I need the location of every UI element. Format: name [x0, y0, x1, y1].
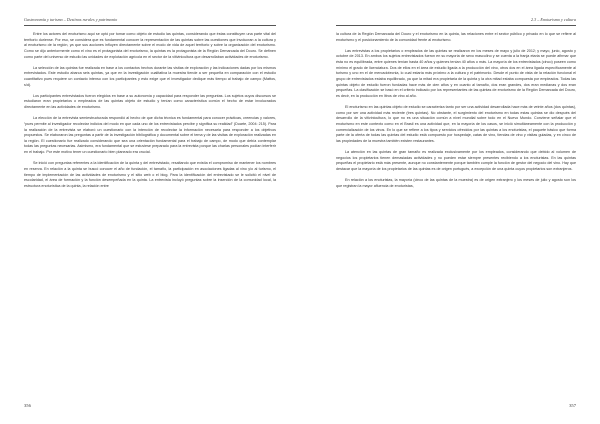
header-rule-left	[24, 25, 276, 26]
paragraph: Entre los actores del enoturismo aquí se optó por tomar como objeto de estudio las quintas, considerando que éstas constituyen una parte vital del territorio duriense. Por eso, se considera que es fundamental conocer la representación de las quintas sobre las cuestiones que involucran a la cultura y al enoturismo de la región, ya que sus acciones influyen directamente sobre el modo de vida de aquel territorio y sobre la organización del enoturismo. Como se dijo anteriormente como el vino es el protagonista del enoturismo, la quintas es la protagonista de la Región Demarcada del Douro. Se definen como parte del universo de estudio las unidades de explotación agrícola en el sector de la vitivinicultura que desarrollaban actividades de enoturismo.	[24, 32, 276, 59]
paragraph: El enoturismo en las quintas objeto de estudio se caracteriza tanto por ser una actividad desarrollada hace más de veinte años (dos quintas), como por ser una actividad más reciente (tres quintas). No obstante, el surgimiento del enoturismo en todas estas quintas se dio después del desarrollo de la vitivinicultura, lo que no es una situación común a nivel mundial sobre todo en el Nuevo Mundo. Conviene señalar que el enoturismo en este contexto como en el Brasil es una actividad que, en la mayoría de los casos, se inició simultáneamente con la producción y comercialización de los vinos. En lo que se refiere a los tipos y servicios ofrecidos por las quintas a los enoturistas, el paquete básico que forma parte de la oferta de todas las quintas del estudio está compuesto por hospedaje, catas de vino, tiendas de vino y visitas guiadas, y en cinco de las propiedades de la muestra también existen restaurantes.	[336, 105, 576, 143]
running-head-left: Gastronomía y turismo – Destinos rurales y patrimonio	[24, 17, 118, 22]
left-page-body	[24, 32, 276, 404]
paragraph: La atención en las quintas de gran tamaño es realizada exclusivamente por los empleados, considerando que debido al volumen de negocios los propietarios tienen demasiadas actividades y no pueden estar siempre presentes recibiendo a los enoturistas. En las quintas pequeñas el propietario está más presente, aunque no constantemente porque también cumple la función de gestor del negocio del vino. Hay que destacar que la mayoría de los propietarios de las quintas es de origen portugués, a excepción de una quinta cuyos propietarios son extranjeros.	[336, 150, 576, 171]
page-number-left: 356	[24, 403, 31, 408]
paragraph: la cultura de la Región Demarcada del Douro y el enoturismo en la quinta, las relaciones entre el sector público y privado en lo que se refiere al enoturismo y el posicionamiento de la comunidad frente al enoturismo.	[336, 32, 576, 42]
page-number-right: 357	[569, 403, 576, 408]
paragraph: La selección de las quintas fue realizada en base a los contactos hechos durante las visitas de exploración y las indicaciones dadas por los mismos entrevistados. Este estudio abarca seis quintas, ya que en la investigación cualitativa la muestra tiende a ser pequeña en comparación con el estudio cuantitativo pues requiere un contacto intenso con los participantes y esto exige que el investigador dedique más tiempo al trabajo de campo (Mattos, s/d).	[24, 65, 276, 87]
paragraph: En relación a los enoturistas, la mayoría (cinco de las quintas de la muestra) es de origen extranjero y los meses de julio y agosto son los que registran la mayor afluencia de enoturistas,	[336, 178, 576, 188]
right-page	[300, 0, 600, 424]
paragraph: Se inició con preguntas referentes a la identificación de la quinta y del entrevistado, resaltando que existía el compromiso de mantener los nombres en reserva. En relación a la quinta se buscó conocer el año de fundación, el tamaño, la participación en asociaciones ligadas al vino y/o al turismo, el tiempo de implementación de las actividades de enoturismo y el sitio web o el blog. Para la identificación del entrevistado se le solicitó el nivel de escolaridad, el área de formación y la función desempeñada en la quinta. La entrevista incluyó preguntas sobre la inserción de la comunidad local, la estructura enoturística de la quinta, la relación entre	[24, 161, 276, 188]
paragraph: La elección de la entrevista semiestructurada respondió al hecho de que dicha técnica es fundamental para conocer prácticas, creencias y valores, “pues permite al investigador recolectar indicios del modo en que cada uno de los entrevistados percibe y significa su realidad” (Duarte, 2004: 215). Para la realización de la entrevista se elaboró un cuestionario con la intención de recolectar la información necesaria para responder a los objetivos propuestos. Se elaboraron las preguntas a partir de la investigación bibliográfica y documental sobre el tema y de las visitas de exploración realizadas en la región. El cuestionario fue realizado considerando que sea una orientación fundamental para el trabajo de campo, de modo que debía contemplar todas las preguntas necesarias. Asimismo, era fundamental que se estuviese preparado para la entrevista porque las charlas personales podían interferir en el trabajo. Por este motivo tener un cuestionario bien planeado era crucial.	[24, 116, 276, 155]
paragraph: Los participantes entrevistados fueron elegidos en base a su autonomía y capacidad para responder las preguntas. Los sujetos cuyos discursos se estudiaron eran propietarios o empleados de las quintas objeto de estudio y tenían como característica común el hecho de estar involucrados directamente en las actividades de enoturismo.	[24, 93, 276, 110]
running-head-right: 2.3 – Enoturismo y cultura	[530, 17, 576, 22]
paragraph: Las entrevistas a los propietarios o empleados de las quintas se realizaron en los meses de mayo y julio de 2012; y mayo, junio, agosto y octubre de 2013. En ambos los sujetos entrevistados fueron en su mayoría de sexo masculino y se cuenta a la franja etaria se puede afirmar que ésta no es equilibrada, entre quienes tenían hasta 40 años y quienes tenían 40 años o más. La mayoría de los entrevistados (cinco) poseen como mínimo el grado de licenciatura. Dos de ellos en el área de estudio ligada a la producción del vino, otros dos en el área ligada específicamente al turismo y uno en el de mercadotecnia, lo cual estaría más próximo a la cultura y el patrimonio. Desde el punto de vista de la relación funcional el grupo de entrevistados estaba equilibrado, ya que la mitad era propietaria de la quinta y la otra mitad estaba compuesta por empleados. Todas las quintas objeto de estudio fueron fundadas hace más de cien años y en cuanto al tamaño, dos eran grandes, dos eran medianas y dos eran pequeñas. La clasificación se basó en el criterio indicado por los representantes de las quintas de enoturismo de la Región Demarcada del Douro, es decir, en la producción en litros de vino al año.	[336, 48, 576, 98]
header-rule-right	[336, 25, 576, 26]
right-page-body	[336, 32, 576, 404]
